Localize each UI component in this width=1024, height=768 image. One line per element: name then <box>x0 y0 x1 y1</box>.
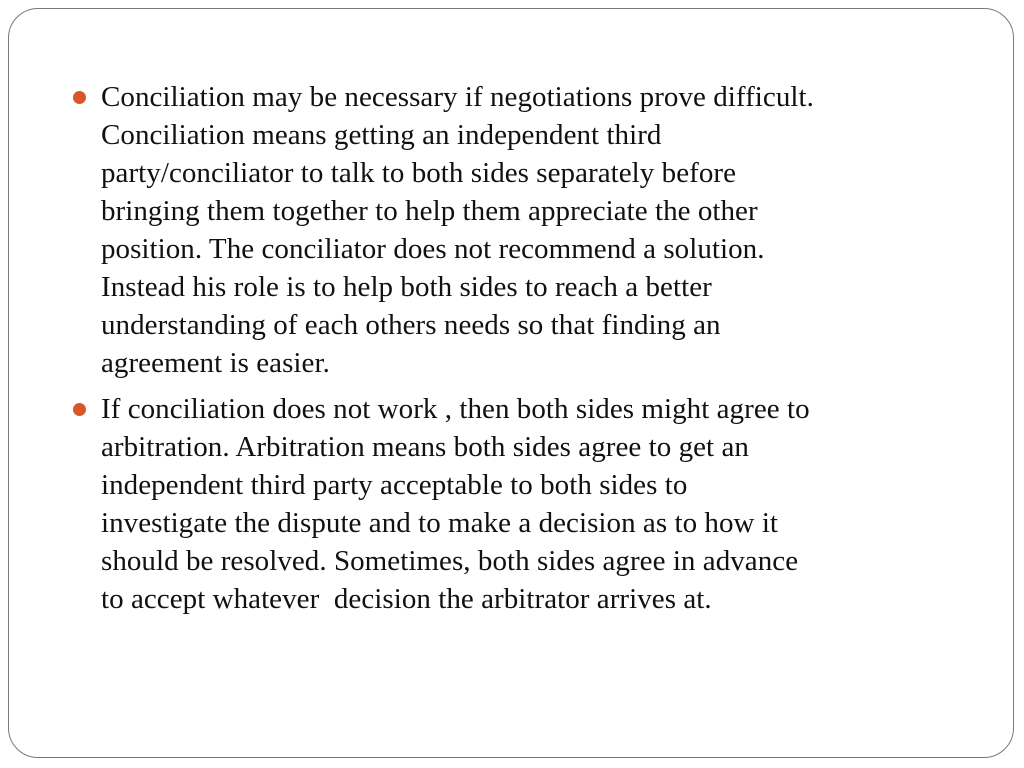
text-line: If conciliation does not work , then both sides might agree to <box>101 393 810 425</box>
bullet-list <box>73 78 973 618</box>
text-line: Instead his role is to help both sides to reach a better <box>101 271 712 303</box>
text-line: understanding of each others needs so that finding an <box>101 309 721 341</box>
bullet-arbitration <box>73 390 973 618</box>
bullet-dot-icon <box>73 91 86 104</box>
text-line: bringing them together to help them appreciate the other <box>101 195 758 227</box>
text-line: Conciliation may be necessary if negotiations prove difficult. <box>101 81 814 113</box>
text-line: party/conciliator to talk to both sides separately before <box>101 157 737 189</box>
text-line: arbitration. Arbitration means both sides agree to get an <box>101 431 749 463</box>
text-line: position. The conciliator does not recommend a solution. <box>101 233 765 265</box>
text-line: investigate the dispute and to make a decision as to how it <box>101 507 779 539</box>
slide-body <box>73 78 973 626</box>
text-line: independent third party acceptable to both sides to <box>101 469 688 501</box>
bullet-conciliation <box>73 78 973 382</box>
text-line: agreement is easier. <box>101 347 330 379</box>
bullet-dot-icon <box>73 403 86 416</box>
text-line: to accept whatever decision the arbitrator arrives at. <box>101 583 712 615</box>
slide-frame <box>8 8 1014 758</box>
text-line: should be resolved. Sometimes, both sides agree in advance <box>101 545 799 577</box>
text-line: Conciliation means getting an independent third <box>101 119 662 151</box>
